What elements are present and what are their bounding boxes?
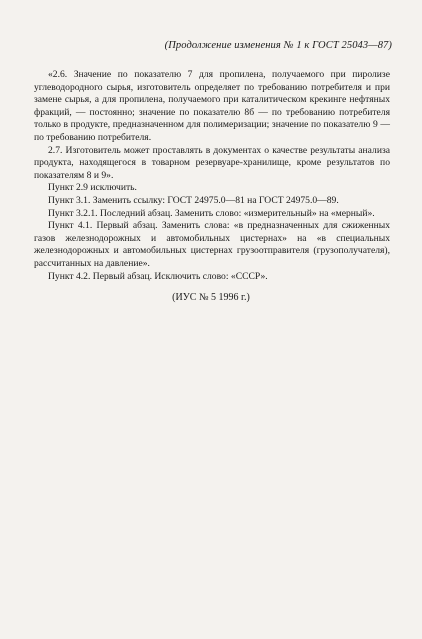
paragraph-4-2: Пункт 4.2. Первый абзац. Исключить слово: «СССР». [48,270,268,282]
ius-reference: (ИУС № 5 1996 г.) [172,292,250,303]
paragraph-2-6: «2.6. Значение по показателю 7 для пропилена, получаемого при пиролизе углеводородного сырья, изготовитель определяет по требованию потребителя и при замене сырья, а для пропилена, получаемого при каталитическом крекинге нефтяных фракций, — постоянно; значение по показателю 8б — по требованию потребителя только в продукте, предназначенном для полимеризации; значение по показателю 9 — по требованию потребителя. [34,69,390,143]
paragraph-3-1: Пункт 3.1. Заменить ссылку: ГОСТ 24975.0—81 на ГОСТ 24975.0—89. [48,194,339,206]
document-body [34,69,390,283]
paragraph-2-7: 2.7. Изготовитель может проставлять в документах о качестве результаты анализа продукта, находящегося в товарном резервуаре-хранилище, кроме результатов по показателям 8 и 9». [34,144,390,181]
paragraph-4-1: Пункт 4.1. Первый абзац. Заменить слова: «в предназначенных для сжиженных газов железнодорожных и автомобильных цистернах» на «в специальных железнодорожных и автомобильных цистернах грузоотправителя (грузополучателя), рассчитанных на давление». [34,220,390,269]
paragraph-2-9: Пункт 2.9 исключить. [48,182,137,194]
page-header: (Продолжение изменения № 1 к ГОСТ 25043—87) [164,40,392,51]
paragraph-3-2-1: Пункт 3.2.1. Последний абзац. Заменить слово: «измерительный» на «мерный». [48,207,375,219]
